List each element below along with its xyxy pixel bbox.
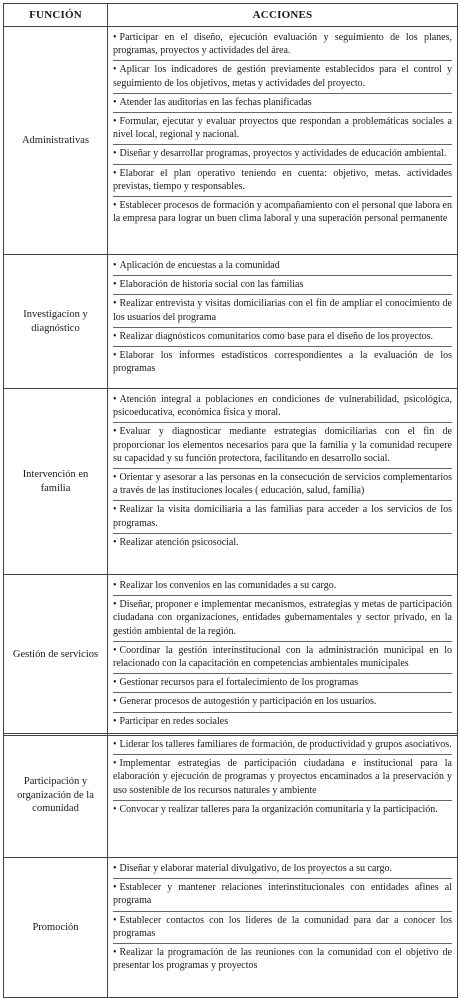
action-item (113, 197, 452, 228)
bullet-icon: • (113, 260, 117, 271)
action-text: Gestionar recursos para el fortalecimiento de los programas (119, 677, 359, 689)
bullet-icon: • (113, 644, 117, 656)
action-text: Participar en redes sociales (119, 715, 229, 727)
action-text: Diseñar y desarrollar programas, proyectos y actividades de educación ambiental. (119, 148, 447, 160)
actions-cell (108, 255, 458, 389)
bullet-icon: • (113, 914, 117, 926)
action-text: Realizar entrevista y visitas domiciliarias con el fin de ampliar el conocimiento de los usuarios del programa (113, 298, 452, 323)
action-text: Realizar la programación de las reuniones con la comunidad con el objetivo de presentar los programas y proyectos (113, 946, 452, 972)
action-text: Atender las auditorias en las fechas planificadas (119, 96, 312, 108)
actions-list (113, 577, 452, 731)
bullet-icon: • (113, 580, 117, 591)
action-item (113, 347, 452, 378)
action-item (113, 596, 452, 642)
actions-cell (108, 858, 458, 998)
action-text: Evaluar y diagnosticar mediante estrategias domiciliarias con el fin de proporcionar los elementos necesarios para que la familia y la comunidad recupere su capacidad y su función protectora, facilitando en desarrollo social. (113, 426, 452, 464)
action-text: Implementar estrategias de participación ciudadana e institucional para la elaboración y ejecución de programas y proyectos encaminados a la preservación y uso sostenible de los recursos naturales y ambiente (113, 758, 452, 796)
table-row (4, 255, 458, 389)
action-item (113, 145, 452, 164)
action-item (113, 257, 452, 276)
action-text: Orientar y asesorar a las personas en la consecución de servicios complementarios a través de las instituciones locales ( educación, salud, familia) (113, 471, 452, 497)
action-text: Convocar y realizar talleres para la organización comunitaria y la participación. (119, 803, 438, 815)
bullet-icon: • (113, 882, 117, 894)
action-text: Elaborar el plan operativo teniendo en cuenta: objetivo, metas. actividades previstas, tiempo y responsables. (113, 167, 452, 192)
bullet-icon: • (113, 536, 117, 548)
action-item (113, 801, 452, 819)
action-item (113, 755, 452, 801)
action-item (113, 693, 452, 712)
bullet-icon: • (113, 715, 117, 727)
actions-cell (108, 389, 458, 575)
action-text: Aplicación de encuestas a la comunidad (119, 260, 280, 271)
action-text: Elaborar los informes estadísticos correspondientes a la evaluación de los programas (113, 349, 452, 375)
function-name: Participación y organización de la comunidad (4, 734, 108, 858)
action-item (113, 29, 452, 61)
bullet-icon: • (113, 739, 117, 750)
table-row (4, 389, 458, 575)
action-text: Aplicar los indicadores de gestión previamente establecidos para el control y seguimiento de los objetivos, metas y actividades del proyecto. (113, 64, 452, 89)
action-text: Establecer contactos con los lideres de la comunidad para dar a conocer los programas (113, 914, 452, 939)
function-name: Gestión de servicios (4, 575, 108, 736)
action-text: Realizar la visita domiciliaria a las familias para acceder a los servicios de los programas. (113, 504, 452, 529)
bullet-icon: • (113, 504, 117, 516)
action-item (113, 860, 452, 879)
bullet-icon: • (113, 471, 117, 483)
action-text: Establecer procesos de formación y acompañamiento con el personal que labora en la empresa para lograr un buen clima laboral y una superación personal permanente (113, 199, 452, 225)
action-item (113, 912, 452, 944)
action-text: Realizar diagnósticos comunitarios como base para el diseño de los proyectos. (119, 330, 434, 342)
bullet-icon: • (113, 148, 117, 160)
actions-list (113, 391, 452, 552)
bullet-icon: • (113, 758, 117, 770)
table-header-row (4, 4, 458, 27)
action-text: Liderar los talleres familiares de formación, de productividad y grupos asociativos. (119, 739, 452, 750)
action-item (113, 61, 452, 93)
action-item (113, 94, 452, 113)
functions-table-part-2 (3, 733, 458, 998)
table-row (4, 734, 458, 858)
actions-cell (108, 575, 458, 736)
action-text: Formular, ejecutar y evaluar proyectos que respondan a problemáticas sociales a nivel local, regional y nacional. (113, 115, 452, 141)
bullet-icon: • (113, 115, 117, 127)
table-row (4, 27, 458, 255)
action-item (113, 501, 452, 533)
function-name: Investigacion y diagnóstico (4, 255, 108, 389)
action-item (113, 391, 452, 423)
actions-cell (108, 27, 458, 255)
action-item (113, 944, 452, 975)
action-item (113, 113, 452, 145)
function-name: Intervención en familia (4, 389, 108, 575)
action-item (113, 642, 452, 674)
action-item (113, 736, 452, 755)
table-row (4, 575, 458, 736)
function-name: Promoción (4, 858, 108, 998)
bullet-icon: • (113, 426, 117, 438)
bullet-icon: • (113, 64, 117, 76)
action-text: Atención integral a poblaciones en condiciones de vulnerabilidad, psicológica, psicoeducativa, económica física y moral. (113, 394, 452, 419)
action-item (113, 423, 452, 469)
action-item (113, 295, 452, 327)
function-name: Administrativas (4, 27, 108, 255)
functions-table-part-1 (3, 3, 458, 736)
action-item (113, 674, 452, 693)
bullet-icon: • (113, 199, 117, 211)
actions-list (113, 29, 452, 228)
bullet-icon: • (113, 696, 117, 708)
action-item (113, 165, 452, 197)
action-item (113, 469, 452, 501)
action-text: Participar en el diseño, ejecución evaluación y seguimiento de los planes, programas, proyectos y actividades del área. (113, 32, 452, 57)
bullet-icon: • (113, 167, 117, 179)
action-text: Establecer y mantener relaciones interinstitucionales con entidades afines al programa (113, 882, 452, 907)
bullet-icon: • (113, 349, 117, 361)
action-text: Realizar atención psicosocial. (119, 536, 239, 548)
action-text: Coordinar la gestión interinstitucional con la administración municipal en lo relacionado con la capacitación en competencias ambientales municipales (113, 644, 452, 669)
action-item (113, 276, 452, 295)
action-text: Diseñar, proponer e implementar mecanismos, estrategias y metas de participación ciudadana con organizaciones, entidades gubernamentales y sector privado, en la gestión ambiental de la región. (113, 599, 452, 637)
action-item (113, 713, 452, 731)
action-item (113, 328, 452, 347)
table-row (4, 858, 458, 998)
action-text: Realizar los convenios en las comunidades a su cargo. (119, 580, 337, 591)
action-item (113, 577, 452, 596)
action-text: Elaboración de historia social con las familias (119, 279, 304, 291)
action-text: Diseñar y elaborar material divulgativo, de los proyectos a su cargo. (119, 863, 393, 874)
action-item (113, 879, 452, 911)
bullet-icon: • (113, 96, 117, 108)
bullet-icon: • (113, 599, 117, 611)
actions-list (113, 860, 452, 975)
bullet-icon: • (113, 863, 117, 874)
bullet-icon: • (113, 298, 117, 310)
bullet-icon: • (113, 32, 117, 43)
bullet-icon: • (113, 330, 117, 342)
action-text: Generar procesos de autogestión y participación en los usuarios. (119, 696, 377, 708)
header-funcion: FUNCIÓN (4, 4, 108, 27)
bullet-icon: • (113, 946, 117, 958)
action-item (113, 534, 452, 552)
bullet-icon: • (113, 677, 117, 689)
actions-cell (108, 734, 458, 858)
bullet-icon: • (113, 279, 117, 291)
header-acciones: ACCIONES (108, 4, 458, 27)
bullet-icon: • (113, 803, 117, 815)
bullet-icon: • (113, 394, 117, 405)
actions-list (113, 257, 452, 378)
actions-list (113, 736, 452, 819)
